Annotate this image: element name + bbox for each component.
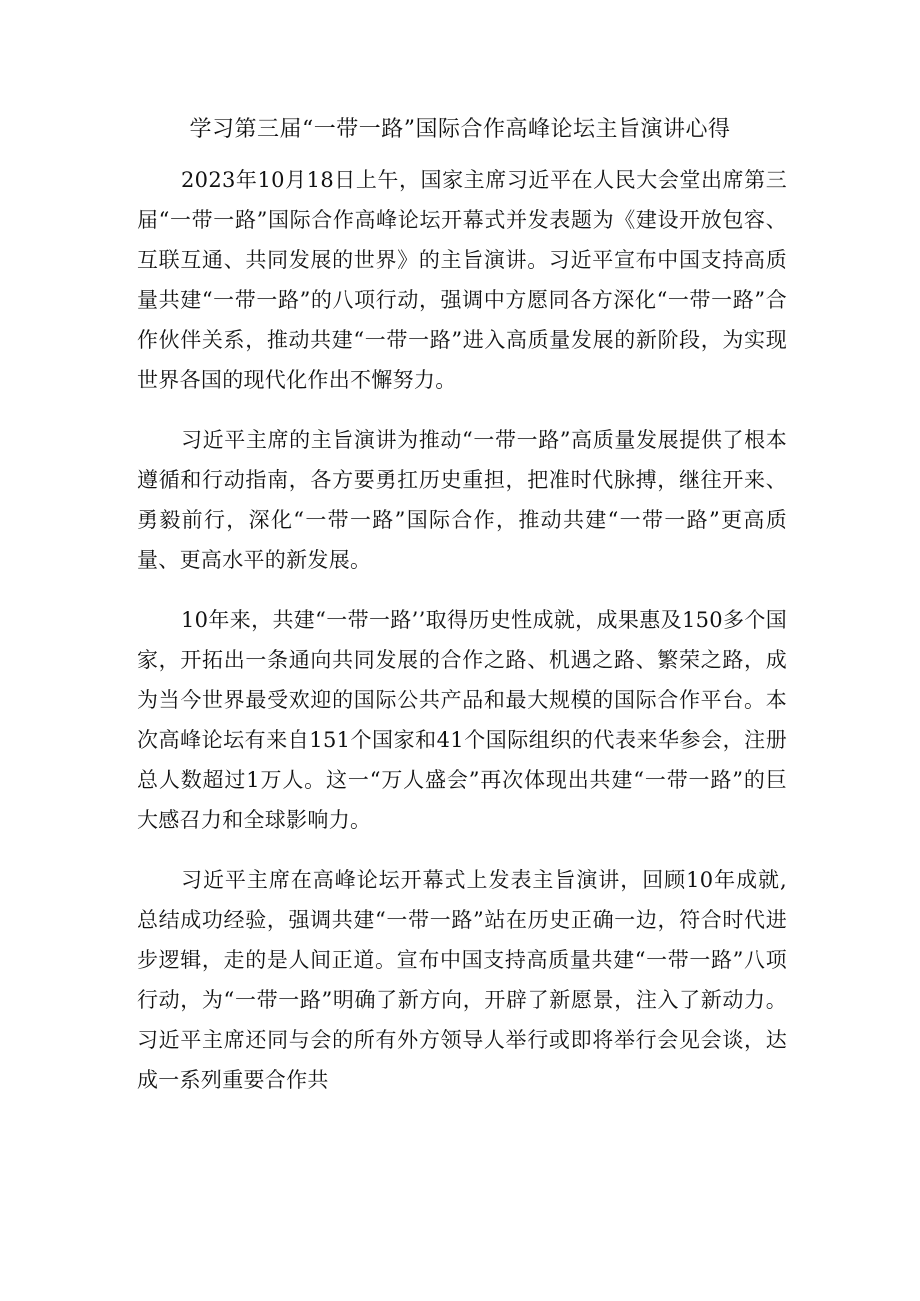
paragraph-2: 习近平主席的主旨演讲为推动“一带一路”高质量发展提供了根本遵循和行动指南，各方要勇扛历史重担，把准时代脉搏，继往开来、勇毅前行，深化“一带一路”国际合作，推动共建“一带一路”更高质量、更高水平的新发展。: [137, 428, 787, 572]
document-title: 学习第三届“一带一路”国际合作高峰论坛主旨演讲心得: [189, 117, 731, 142]
paragraph-4: 习近平主席在高峰论坛开幕式上发表主旨演讲，回顾10年成就,总结成功经验，强调共建“一带一路”站在历史正确一边，符合时代进步逻辑，走的是人间正道。宣布中国支持高质量共建“一带一路”八项行动，为“一带一路”明确了新方向，开辟了新愿景，注入了新动力。习近平主席还同与会的所有外方领导人举行或即将举行会见会谈，达成一系列重要合作共: [137, 868, 787, 1092]
paragraph-3: 10年来，共建“一带一路’’取得历史性成就，成果惠及150多个国家，开拓出一条通向共同发展的合作之路、机遇之路、繁荣之路，成为当今世界最受欢迎的国际公共产品和最大规模的国际合作平台。本次高峰论坛有来自151个国家和41个国际组织的代表来华参会，注册总人数超过1万人。这一“万人盛会”再次体现出共建“一带一路”的巨大感召力和全球影响力。: [137, 608, 787, 832]
document-body: [137, 160, 787, 1120]
paragraph-1: 2023年10月18日上午，国家主席习近平在人民大会堂出席第三届“一带一路”国际合作高峰论坛开幕式并发表题为《建设开放包容、互联互通、共同发展的世界》的主旨演讲。习近平宣布中国支持高质量共建“一带一路”的八项行动，强调中方愿同各方深化“一带一路”合作伙伴关系，推动共建“一带一路”进入高质量发展的新阶段，为实现世界各国的现代化作出不懈努力。: [137, 168, 787, 392]
